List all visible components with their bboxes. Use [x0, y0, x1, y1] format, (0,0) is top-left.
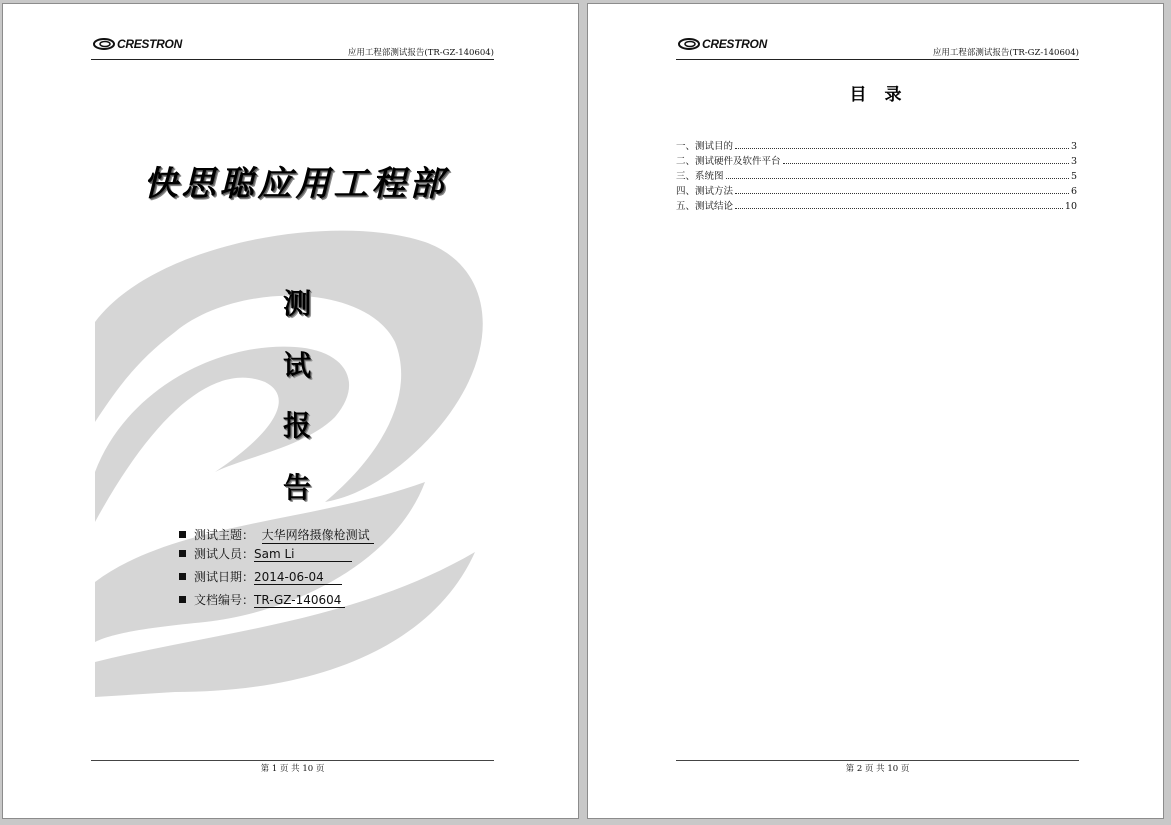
meta-subject	[179, 526, 374, 544]
header-doc-label: 应用工程部测试报告(TR-GZ-140604)	[347, 48, 494, 58]
logo-text: CRESTRON	[117, 37, 182, 51]
toc-entry-page: 5	[1070, 171, 1077, 182]
toc-entry[interactable]	[676, 183, 1077, 198]
bullet-icon	[179, 531, 186, 538]
meta-value: Sam Li	[254, 547, 352, 562]
crestron-logo	[678, 37, 767, 51]
toc-leader-dots	[735, 208, 1063, 209]
bullet-icon	[179, 596, 186, 603]
header-doc-label: 应用工程部测试报告(TR-GZ-140604)	[932, 48, 1079, 58]
toc-leader-dots	[735, 193, 1069, 194]
toc-title: 目录	[849, 85, 920, 105]
toc-entry-page: 10	[1064, 201, 1077, 212]
header-rule	[91, 59, 494, 60]
meta-value: TR-GZ-140604	[254, 593, 345, 608]
bullet-icon	[179, 550, 186, 557]
meta-label: 测试人员：	[194, 547, 255, 561]
footer-rule	[91, 760, 494, 761]
toc-leader-dots	[726, 178, 1069, 179]
document-page-1	[2, 3, 579, 819]
meta-doc-number	[179, 591, 345, 608]
toc-entry-page: 3	[1070, 156, 1077, 167]
logo-text: CRESTRON	[702, 37, 767, 51]
meta-date	[179, 568, 342, 585]
meta-tester	[179, 545, 352, 562]
bullet-icon	[179, 573, 186, 580]
page-number-footer: 第 2 页 共 10 页	[845, 764, 910, 774]
toc-entry[interactable]	[676, 168, 1077, 183]
cover-title: 快思聪应用工程部	[143, 164, 448, 204]
table-of-contents	[676, 138, 1077, 213]
report-char-2: 试	[282, 349, 311, 382]
meta-label: 文档编号：	[194, 593, 255, 607]
toc-leader-dots	[783, 163, 1069, 164]
toc-entry-page: 6	[1070, 186, 1077, 197]
header-rule	[676, 59, 1079, 60]
report-char-1: 测	[282, 287, 311, 320]
toc-entry-label: 四、测试方法	[676, 186, 734, 197]
toc-entry-page: 3	[1070, 141, 1077, 152]
toc-entry[interactable]	[676, 198, 1077, 213]
toc-entry-label: 二、测试硬件及软件平台	[676, 156, 781, 167]
footer-rule	[676, 760, 1079, 761]
meta-value: 大华网络摄像枪测试	[262, 526, 374, 544]
page-number-footer: 第 1 页 共 10 页	[260, 764, 325, 774]
crestron-logo	[93, 37, 182, 51]
toc-leader-dots	[735, 148, 1069, 149]
toc-entry[interactable]	[676, 138, 1077, 153]
meta-label: 测试主题：	[194, 528, 255, 542]
toc-entry-label: 五、测试结论	[676, 201, 734, 212]
crestron-swirl-icon	[93, 38, 115, 50]
report-char-3: 报	[282, 409, 311, 442]
toc-entry[interactable]	[676, 153, 1077, 168]
meta-value: 2014-06-04	[254, 570, 342, 585]
toc-entry-label: 三、系统图	[676, 171, 724, 182]
crestron-swirl-icon	[678, 38, 700, 50]
toc-entry-label: 一、测试目的	[676, 141, 734, 152]
meta-label: 测试日期：	[194, 570, 255, 584]
report-char-4: 告	[282, 471, 311, 504]
document-page-2	[587, 3, 1164, 819]
